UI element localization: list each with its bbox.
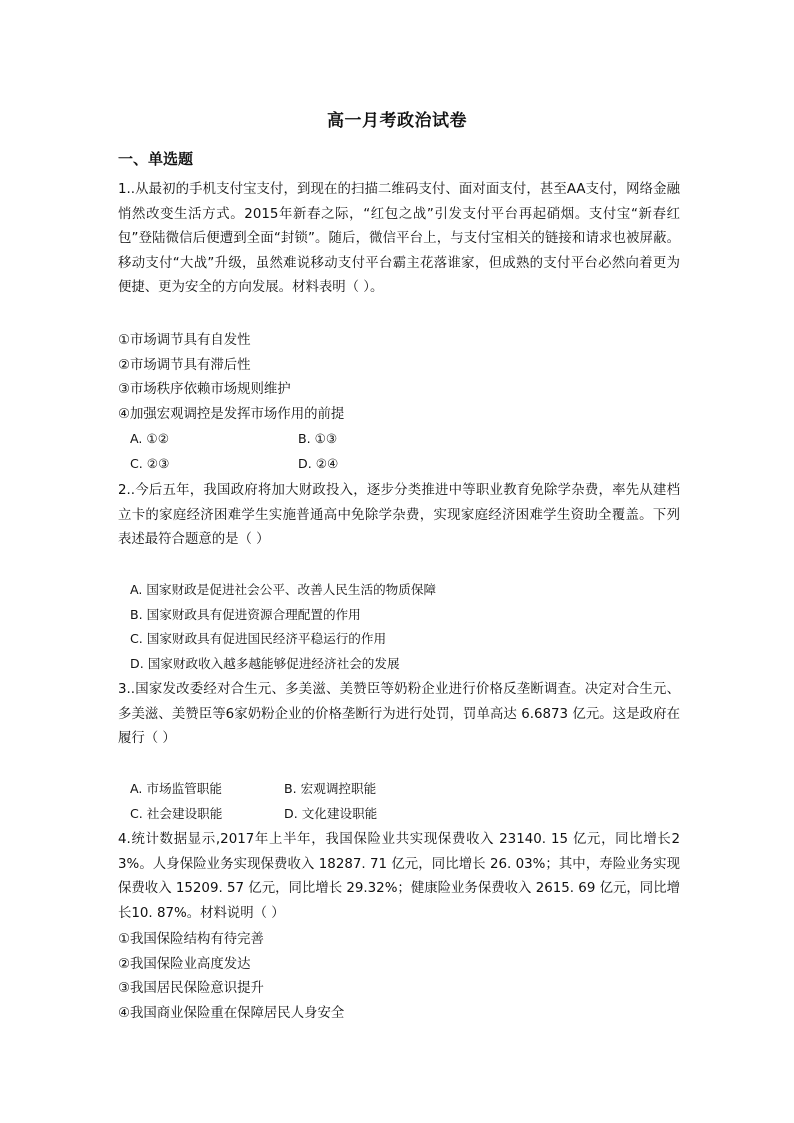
question-2-text: 2..今后五年，我国政府将加大财政投入，逐步分类推进中等职业教育免除学杂费，率先从建档立卡的家庭经济困难学生实施普通高中免除学杂费，实现家庭经济困难学生资助全覆盖。下列表述最符合题意的是（ ） <box>118 483 680 547</box>
options-row <box>118 802 680 827</box>
statement-2: ②市场调节具有滞后性 <box>118 357 251 373</box>
statement-3: ③市场秩序依赖市场规则维护 <box>118 382 291 397</box>
options-row <box>118 777 680 802</box>
page-title: 高一月考政治试卷 <box>327 111 467 131</box>
statement-4: ④加强宏观调控是发挥市场作用的前提 <box>118 406 345 422</box>
option-b[interactable]: B. ①③ <box>298 431 338 446</box>
question-3 <box>118 678 680 752</box>
question-1-statements <box>118 329 680 476</box>
statement-1: ①我国保险结构有待完善 <box>118 932 264 947</box>
statement-4: ④我国商业保险重在保障居民人身安全 <box>118 1005 345 1021</box>
options-row <box>118 427 680 452</box>
question-4 <box>118 828 680 926</box>
option-a[interactable]: A. 市场监管职能 <box>130 781 222 796</box>
question-2-options <box>118 578 680 676</box>
question-1-text: 1..从最初的手机支付宝支付，到现在的扫描二维码支付、面对面支付，甚至AA支付，网络金融悄然改变生活方式。2015年新春之际，“红包之战”引发支付平台再起硝烟。支付宝“新春红包”登陆微信后便遭到全面“封锁”。随后，微信平台上，与支付宝相关的链接和请求也被屏蔽。移动支付“大战”升级，虽然难说移动支付平台霸主花落谁家，但成熟的支付平台必然向着更为便捷、更为安全的方向发展。材料表明（ ）。 <box>118 182 680 295</box>
question-4-text: 4.统计数据显示,2017年上半年，我国保险业共实现保费收入 23140. 15 亿元，同比增长23%。人身保险业务实现保费收入 18287. 71 亿元，同比增长 26. 03%；其中，寿险业务实现保费收入 15209. 57 亿元，同比增长 29.32%；健康险业务保费收入 2615. 69 亿元，同比增长10. 87%。材料说明（ ） <box>118 832 680 921</box>
option-c[interactable]: C. 国家财政具有促进国民经济平稳运行的作用 <box>130 631 387 646</box>
option-a[interactable]: A. ①② <box>130 431 169 446</box>
question-4-statements <box>118 928 680 1026</box>
option-c[interactable]: C. ②③ <box>130 455 170 471</box>
statement-3: ③我国居民保险意识提升 <box>118 981 264 996</box>
options-row <box>118 452 680 477</box>
option-a[interactable]: A. 国家财政是促进社会公平、改善人民生活的物质保障 <box>130 582 437 597</box>
statement-2: ②我国保险业高度发达 <box>118 956 251 972</box>
question-3-options <box>118 777 680 826</box>
section-heading: 一、单选题 <box>118 150 194 168</box>
question-2 <box>118 479 680 553</box>
option-d[interactable]: D. 文化建设职能 <box>284 805 378 821</box>
question-1 <box>118 178 680 301</box>
option-b[interactable]: B. 国家财政具有促进资源合理配置的作用 <box>130 606 361 622</box>
option-d[interactable]: D. 国家财政收入越多越能够促进经济社会的发展 <box>130 655 400 671</box>
option-b[interactable]: B. 宏观调控职能 <box>284 781 377 796</box>
statement-1: ①市场调节具有自发性 <box>118 333 251 348</box>
option-d[interactable]: D. ②④ <box>298 455 339 471</box>
option-c[interactable]: C. 社会建设职能 <box>130 805 223 821</box>
question-3-text: 3..国家发改委经对合生元、多美滋、美赞臣等奶粉企业进行价格反垄断调查。决定对合生元、多美滋、美赞臣等6家奶粉企业的价格垄断行为进行处罚，罚单高达 6.6873 亿元。这是政府在履行（ ） <box>118 682 680 746</box>
